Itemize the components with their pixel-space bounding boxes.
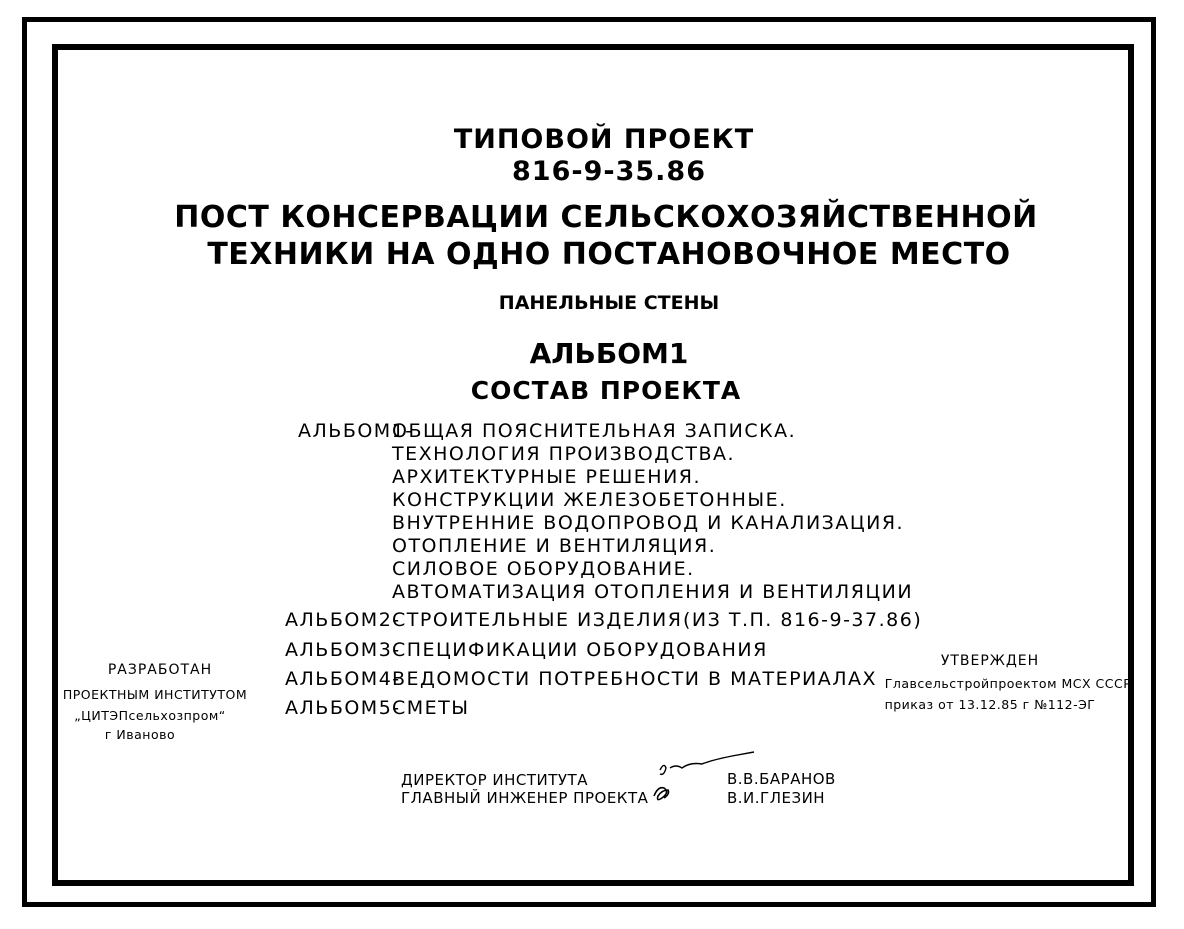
approval-order: приказ от 13.12.85 г №112-ЭГ [884,697,1096,712]
approval-heading: УТВЕРЖДЕН [940,653,1040,669]
album5-label: АЛЬБОМ5- [285,697,401,719]
project-number: 816-9-35.86 [512,156,706,187]
album3-label: АЛЬБОМ3- [285,639,401,661]
role-director: ДИРЕКТОР ИНСТИТУТА [401,771,588,789]
composition-heading: СОСТАВ ПРОЕКТА [470,376,742,405]
album1-item: ОБЩАЯ ПОЯСНИТЕЛЬНАЯ ЗАПИСКА. [392,420,797,442]
name-chief-engineer: В.И.ГЛЕЗИН [727,789,826,807]
title-line-1: ПОСТ КОНСЕРВАЦИИ СЕЛЬСКОХОЗЯЙСТВЕННОЙ [174,200,1038,235]
subtitle: ПАНЕЛЬНЫЕ СТЕНЫ [498,292,720,314]
album5-text: СМЕТЫ [392,697,470,719]
name-director: В.В.БАРАНОВ [727,770,836,788]
album2-text: СТРОИТЕЛЬНЫЕ ИЗДЕЛИЯ [392,609,683,631]
album1-label: АЛЬБОМ1- [298,420,414,442]
developer-heading: РАЗРАБОТАН [107,662,213,678]
album2-reference: (ИЗ Т.П. 816-9-37.86) [683,609,923,631]
album1-item: СИЛОВОЕ ОБОРУДОВАНИЕ. [392,558,695,580]
album1-item: АРХИТЕКТУРНЫЕ РЕШЕНИЯ. [392,466,702,488]
approval-authority: Главсельстройпроектом МСХ СССР [884,676,1132,691]
developer-institute: „ЦИТЭПсельхозпром“ [74,708,226,723]
album1-item: ТЕХНОЛОГИЯ ПРОИЗВОДСТВА. [392,443,736,465]
handwritten-signatures [640,748,770,808]
album3-text: СПЕЦИФИКАЦИИ ОБОРУДОВАНИЯ [392,639,768,661]
album1-item: ВНУТРЕННИЕ ВОДОПРОВОД И КАНАЛИЗАЦИЯ. [392,512,905,534]
title-line-2: ТЕХНИКИ НА ОДНО ПОСТАНОВОЧНОЕ МЕСТО [207,237,1011,272]
role-chief-engineer: ГЛАВНЫЙ ИНЖЕНЕР ПРОЕКТА [401,789,649,807]
album2-label: АЛЬБОМ2- [285,609,401,631]
album-heading: АЛЬБОМ1 [529,337,689,370]
developer-line-1: ПРОЕКТНЫМ ИНСТИТУТОМ [62,687,248,702]
album4-label: АЛЬБОМ4- [285,668,401,690]
album1-item: АВТОМАТИЗАЦИЯ ОТОПЛЕНИЯ И ВЕНТИЛЯЦИИ [392,581,914,603]
album4-text: ВЕДОМОСТИ ПОТРЕБНОСТИ В МАТЕРИАЛАХ [392,668,878,690]
album1-item: КОНСТРУКЦИИ ЖЕЛЕЗОБЕТОННЫЕ. [392,489,787,511]
developer-city: г Иваново [104,727,176,742]
album1-item: ОТОПЛЕНИЕ И ВЕНТИЛЯЦИЯ. [392,535,717,557]
project-type-heading: ТИПОВОЙ ПРОЕКТ [453,124,755,155]
